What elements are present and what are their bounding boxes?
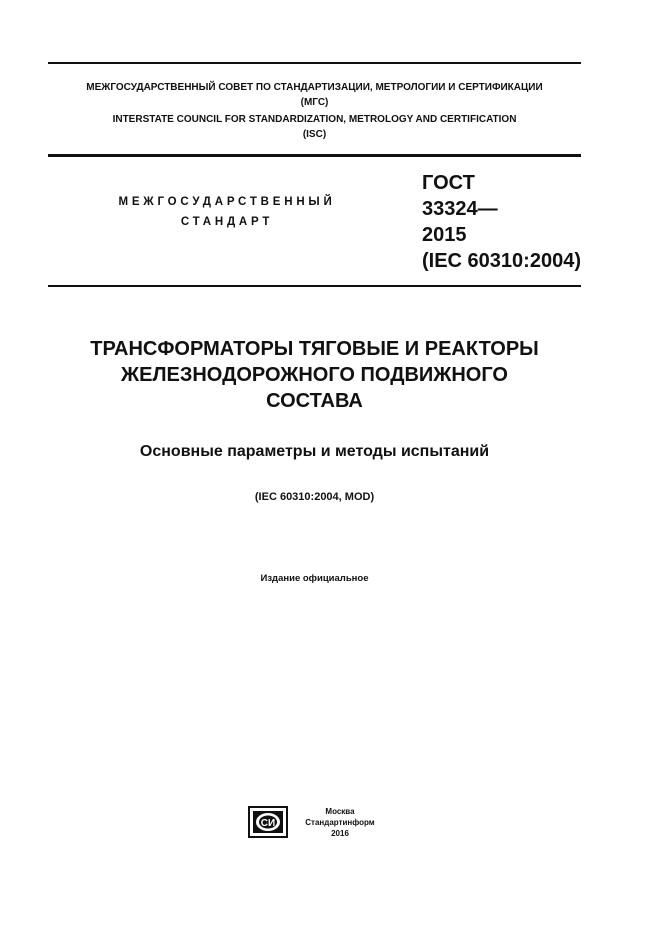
publisher-block (292, 806, 388, 839)
standartinform-logo-icon (248, 806, 288, 838)
council-ru-block (48, 80, 581, 110)
logo-graphic (248, 806, 288, 838)
logo-text: СИ (260, 818, 276, 829)
gost-label: ГОСТ (422, 172, 475, 194)
council-en-abbr: (ISC) (302, 129, 327, 140)
council-ru-name: МЕЖГОСУДАРСТВЕННЫЙ СОВЕТ ПО СТАНДАРТИЗАЦИИ, МЕТРОЛОГИИ И СЕРТИФИКАЦИИ (86, 82, 543, 93)
council-en-name: INTERSTATE COUNCIL FOR STANDARDIZATION, METROLOGY AND CERTIFICATION (112, 114, 517, 125)
council-ru-abbr: (МГС) (300, 97, 329, 108)
document-title (48, 336, 581, 414)
standard-type (96, 192, 358, 232)
iec-mod-reference: (IEC 60310:2004, MOD) (254, 491, 375, 503)
gost-iec-ref: (IEC 60310:2004) (422, 250, 581, 272)
document-subtitle: Основные параметры и методы испытаний (139, 443, 490, 460)
title-line1: ТРАНСФОРМАТОРЫ ТЯГОВЫЕ И РЕАКТОРЫ (90, 338, 539, 360)
gost-number: 33324— (422, 198, 498, 220)
gost-year: 2015 (422, 224, 467, 246)
publisher-city: Москва (325, 807, 355, 816)
bottom-rule (48, 285, 581, 287)
middle-rule (48, 154, 581, 157)
title-line2: ЖЕЛЕЗНОДОРОЖНОГО ПОДВИЖНОГО (121, 364, 508, 386)
standard-type-line2: СТАНДАРТ (180, 216, 274, 228)
top-rule (48, 62, 581, 64)
standard-type-line1: МЕЖГОСУДАРСТВЕННЫЙ (118, 196, 336, 208)
publisher-year: 2016 (331, 829, 349, 838)
edition-note: Издание официальное (260, 573, 369, 584)
gost-designation (422, 170, 581, 274)
publisher-name: Стандартинформ (305, 818, 375, 827)
council-en-block (48, 112, 581, 142)
title-line3: СОСТАВА (266, 390, 363, 412)
